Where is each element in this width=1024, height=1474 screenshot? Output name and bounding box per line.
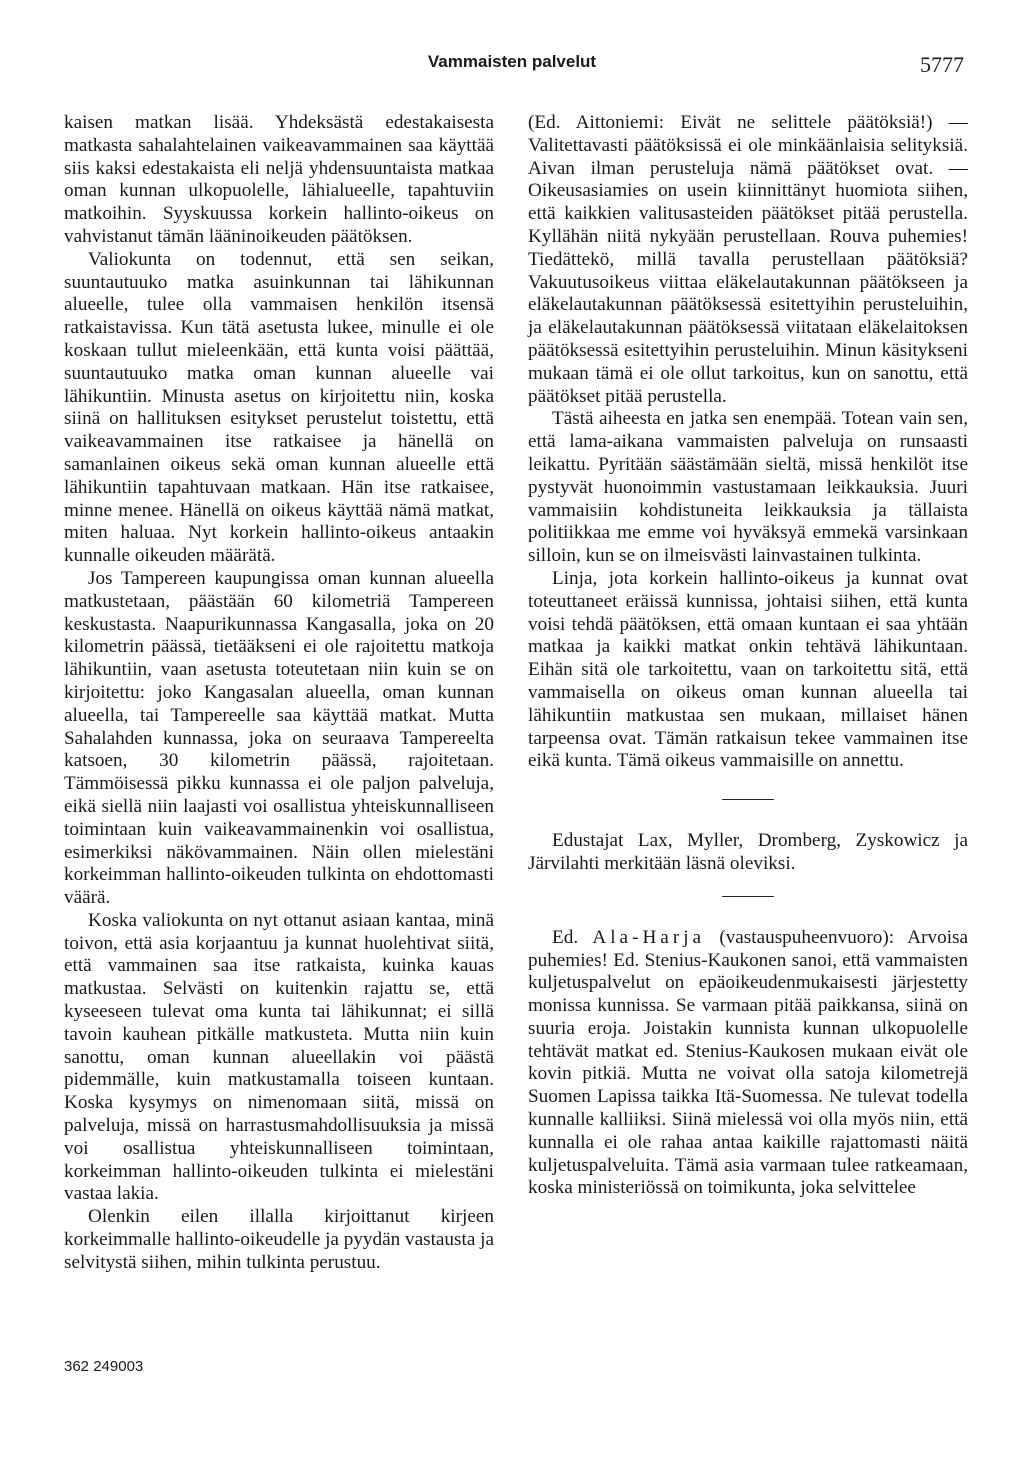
- section-divider: [722, 896, 774, 897]
- speech-text: Arvoisa puhemies! Ed. Stenius-Kaukonen sanoi, että vammaisten kuljetuspalvelut on epäoikeudenmukaisesti järjestetty monissa kunnissa. Se varmaan pitää paikkansa, siinä on suuria eroja. Joistakin kunnista kunnan ulkopuolelle tehtävät matkat ed. Stenius-Kaukosen mukaan eivät ole kovin pitkiä. Mutta ne voivat olla satoja kilometrejä Suomen Lapissa taikka Itä-Suomessa. Ne tulevat todella kunnalle kalliiksi. Siinä mielessä voi olla myös niin, että kunnalla ei ole rahaa antaa kaikille rajattomasti näitä kuljetuspalveluita. Tämä asia varmaan tulee ratkeamaan, koska ministeriössä on toimikunta, joka selvittelee: [528, 926, 969, 1199]
- right-column: [528, 112, 968, 1200]
- running-header-title: Vammaisten palvelut: [427, 52, 597, 71]
- paragraph: Olenkin eilen illalla kirjoittanut kirjeen korkeimmalle hallinto-oikeudelle ja pyydän vastausta ja selvitystä siihen, mihin tulkinta perustuu.: [64, 1206, 494, 1273]
- paragraph: Koska valiokunta on nyt ottanut asiaan kantaa, minä toivon, että asia korjaantuu ja kunnat huolehtivat siitä, että vammainen saa itse ratkaista, kuinka kauas matkustaa. Selvästi on kuitenkin rajattu se, että kyseeseen tulevat oma kunta tai lähikunnat; ei sillä tavoin kauhean pitkälle matkusteta. Mutta niin kuin sanottu, oman kunnan alueellakin voi päästä pidemmälle, kuin matkustamalla toiseen kuntaan. Koska kysymys on nimenomaan siitä, missä on palveluja, missä on harrastusmahdollisuuksia ja missä voi osallistua yhteiskunnalliseen toimintaan, korkeimman hallinto-oikeuden tulkinta ei mielestäni vastaa lakia.: [64, 909, 494, 1205]
- speech-prefix: Ed.: [552, 926, 579, 948]
- paragraph: Valiokunta on todennut, että sen seikan, suuntautuuko matka asuinkunnan tai lähikunnan alueelle, tulee olla vammaisen henkilön itsensä ratkaistavissa. Kun tätä asetusta lukee, minulle ei ole koskaan tullut mieleenkään, että kunta voisi päättää, suuntautuuko matka oman kunnan alueelle vai lähikuntiin. Minusta asetus on kirjoitettu niin, koska siinä on hallituksen esitykset perustelut toistettu, että vaikeavammainen itse ratkaisee ja hänellä on samanlainen oikeus sekä oman kunnan alueelle että lähikuntiin tapahtuvaan matkaan. Hän itse ratkaisee, minne menee. Hänellä on oikeus käyttää nämä matkat, miten haluaa. Nyt korkein hallinto-oikeus antaakin kunnalle oikeuden määrätä.: [64, 248, 494, 567]
- section-divider: [722, 799, 774, 800]
- attendance-note: Edustajat Lax, Myller, Dromberg, Zyskowicz ja Järvilahti merkitään läsnä oleviksi.: [528, 830, 968, 874]
- paragraph: kaisen matkan lisää. Yhdeksästä edestakaisesta matkasta sahalahtelainen vaikeavammainen saa käyttää siis kaksi edestakaista eli neljä yhdensuuntaista matkaa oman kunnan ulkopuolelle, lähialueelle, tapahtuviin matkoihin. Syyskuussa korkein hallinto-oikeus on vahvistanut tämän lääninoikeuden päätöksen.: [64, 112, 494, 247]
- speech-paragraph: [528, 927, 968, 1201]
- page-number: 5777: [920, 52, 964, 77]
- left-column: [64, 112, 494, 1275]
- paragraph: (Ed. Aittoniemi: Eivät ne selittele päätöksiä!) — Valitettavasti päätöksissä ei ole minkäänlaisia selityksiä. Aivan ilman perusteluja nämä päätökset ovat. — Oikeusasiamies on usein kiinnittänyt huomiota siihen, että kaikkien valitusasteiden päätökset pitää perustella. Kyllähän niitä nykyään perustellaan. Rouva puhemies! Tiedättekö, millä tavalla perustellaan päätöksiä? Vakuutusoikeus viittaa eläkelautakunnan päätökseen ja eläkelautakunnan päätöksessä esitettyihin perusteluihin, ja eläkelautakunnan päätöksessä viitataan eläkelaitoksen päätöksessä esitettyihin perusteluihin. Minun käsitykseni mukaan tämä ei ole ollut tarkoitus, kun on sanottu, että päätökset pitää perustella.: [528, 112, 968, 407]
- paragraph: Jos Tampereen kaupungissa oman kunnan alueella matkustetaan, päästään 60 kilometriä Tampereen keskustasta. Naapurikunnassa Kangasalla, joka on 20 kilometrin päässä, tietääkseni ei ole rajoitettu matkoja lähikuntiin, vaan asetusta toteutetaan niin kuin se on kirjoitettu: joko Kangasalan alueella, oman kunnan alueella, tai Tampereelle saa käyttää matkat. Mutta Sahalahden kunnassa, joka on seuraava Tampereelta katsoen, 30 kilometrin päässä, rajoitetaan. Tämmöisessä pikku kunnassa ei ole paljon palveluja, eikä siellä niin laajasti voi osallistua yhteiskunnalliseen toimintaan kuin vaikeavammainenkin voi osallistua, esimerkiksi näkövammainen. Näin ollen mielestäni korkeimman hallinto-oikeuden tulkinta on ehdottomasti väärä.: [64, 567, 494, 909]
- paragraph: Tästä aiheesta en jatka sen enempää. Totean vain sen, että lama-aikana vammaisten palveluja on runsaasti leikattu. Pyritään säästämään sieltä, missä henkilöt itse pystyvät huonoimmin vastustamaan leikkauksia. Juuri vammaisiin kohdistuneita leikkauksia ja tällaista politiikkaa me emme voi hyväksyä emmekä varsinkaan silloin, kun se on ilmeisvästi lainvastainen tulkinta.: [528, 408, 968, 567]
- footer-code: 362 249003: [64, 1358, 144, 1375]
- speaker-name: Ala-Harja: [592, 926, 706, 948]
- speech-type: (vastauspuheenvuoro):: [719, 926, 895, 948]
- paragraph: Linja, jota korkein hallinto-oikeus ja kunnat ovat toteuttaneet eräissä kunnissa, johtaisi siihen, että kunta voisi tehdä päätöksen, että omaan kuntaan ei saa yhtään matkaa ja kaikki matkat onkin tehtävä lähikuntaan. Eihän sitä ole tarkoitettu, vaan on tarkoitettu sitä, että vammaisella on oikeus oman kunnan alueella tai lähikuntiin matkustaa sen mukaan, millaiset hänen tarpeensa ovat. Tämän ratkaisun tekee vammainen itse eikä kunta. Tämä oikeus vammaisille on annettu.: [528, 567, 968, 772]
